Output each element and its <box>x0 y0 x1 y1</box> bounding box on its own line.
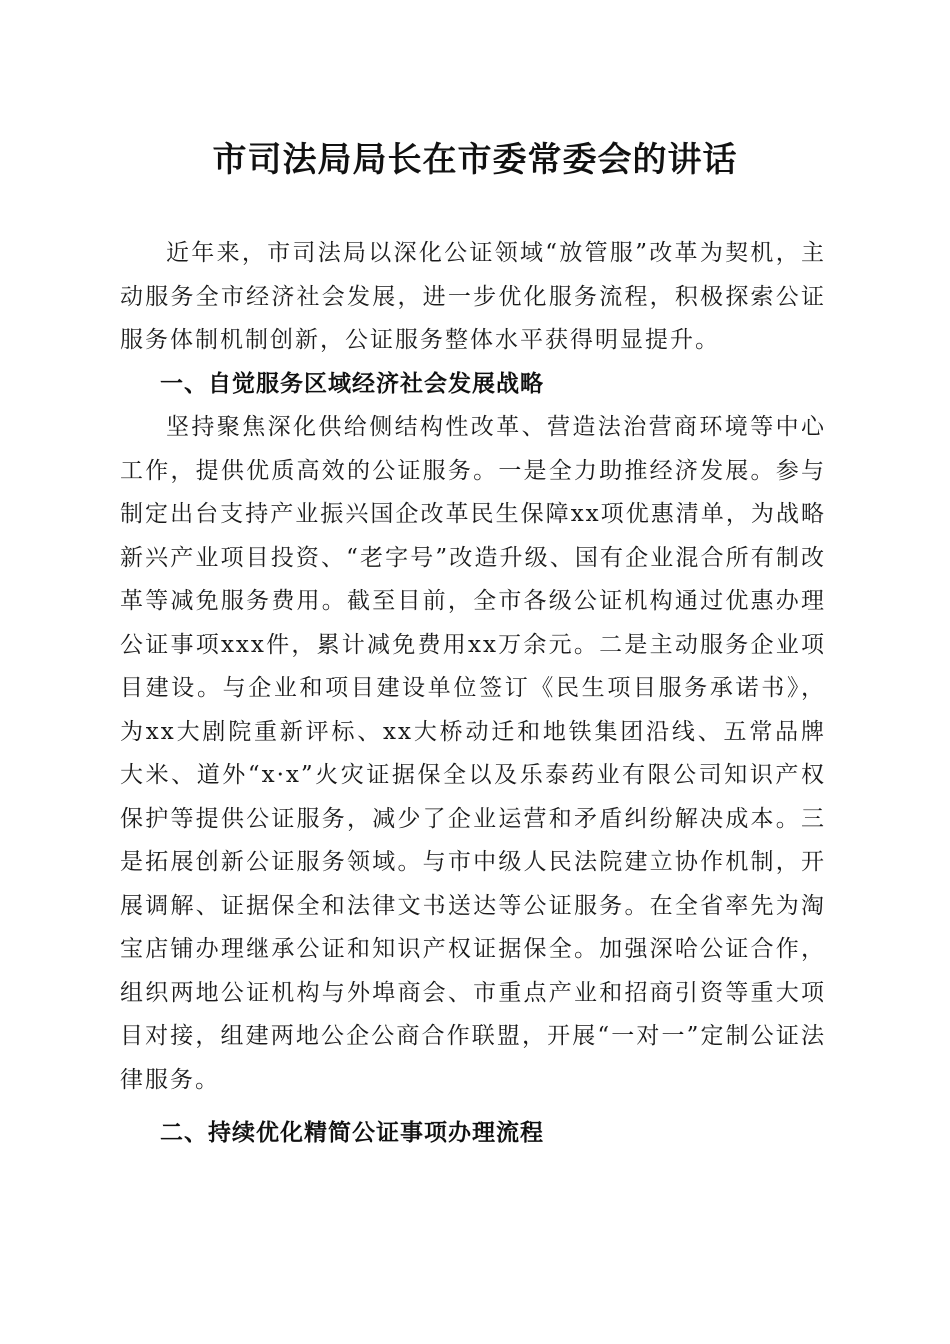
section-1-paragraph: 坚持聚焦深化供给侧结构性改革、营造法治营商环境等中心工作，提供优质高效的公证服务。一是全力助推经济发展。参与制定出台支持产业振兴国企改革民生保障xx项优惠清单，为战略新兴产业项目投资、“老字号”改造升级、国有企业混合所有制改革等减免服务费用。截至目前，全市各级公证机构通过优惠办理公证事项xxx件，累计减免费用xx万余元。二是主动服务企业项目建设。与企业和项目建设单位签订《民生项目服务承诺书》，为xx大剧院重新评标、xx大桥动迁和地铁集团沿线、五常品牌大米、道外“x·x”火灾证据保全以及乐泰药业有限公司知识产权保护等提供公证服务，减少了企业运营和矛盾纠纷解决成本。三是拓展创新公证服务领域。与市中级人民法院建立协作机制，开展调解、证据保全和法律文书送达等公证服务。在全省率先为淘宝店铺办理继承公证和知识产权证据保全。加强深哈公证合作，组织两地公证机构与外埠商会、市重点产业和招商引资等重大项目对接，组建两地公企公商合作联盟，开展“一对一”定制公证法律服务。 <box>120 414 826 1093</box>
document-body <box>120 232 826 1156</box>
document-title: 市司法局局长在市委常委会的讲话 <box>212 140 738 180</box>
intro-paragraph: 近年来，市司法局以深化公证领域“放管服”改革为契机，主动服务全市经济社会发展，进一步优化服务流程，积极探索公证服务体制机制创新，公证服务整体水平获得明显提升。 <box>120 240 826 353</box>
section-1-heading: 一、自觉服务区域经济社会发展战略 <box>160 370 544 397</box>
section-2-heading: 二、持续优化精简公证事项办理流程 <box>160 1120 544 1146</box>
